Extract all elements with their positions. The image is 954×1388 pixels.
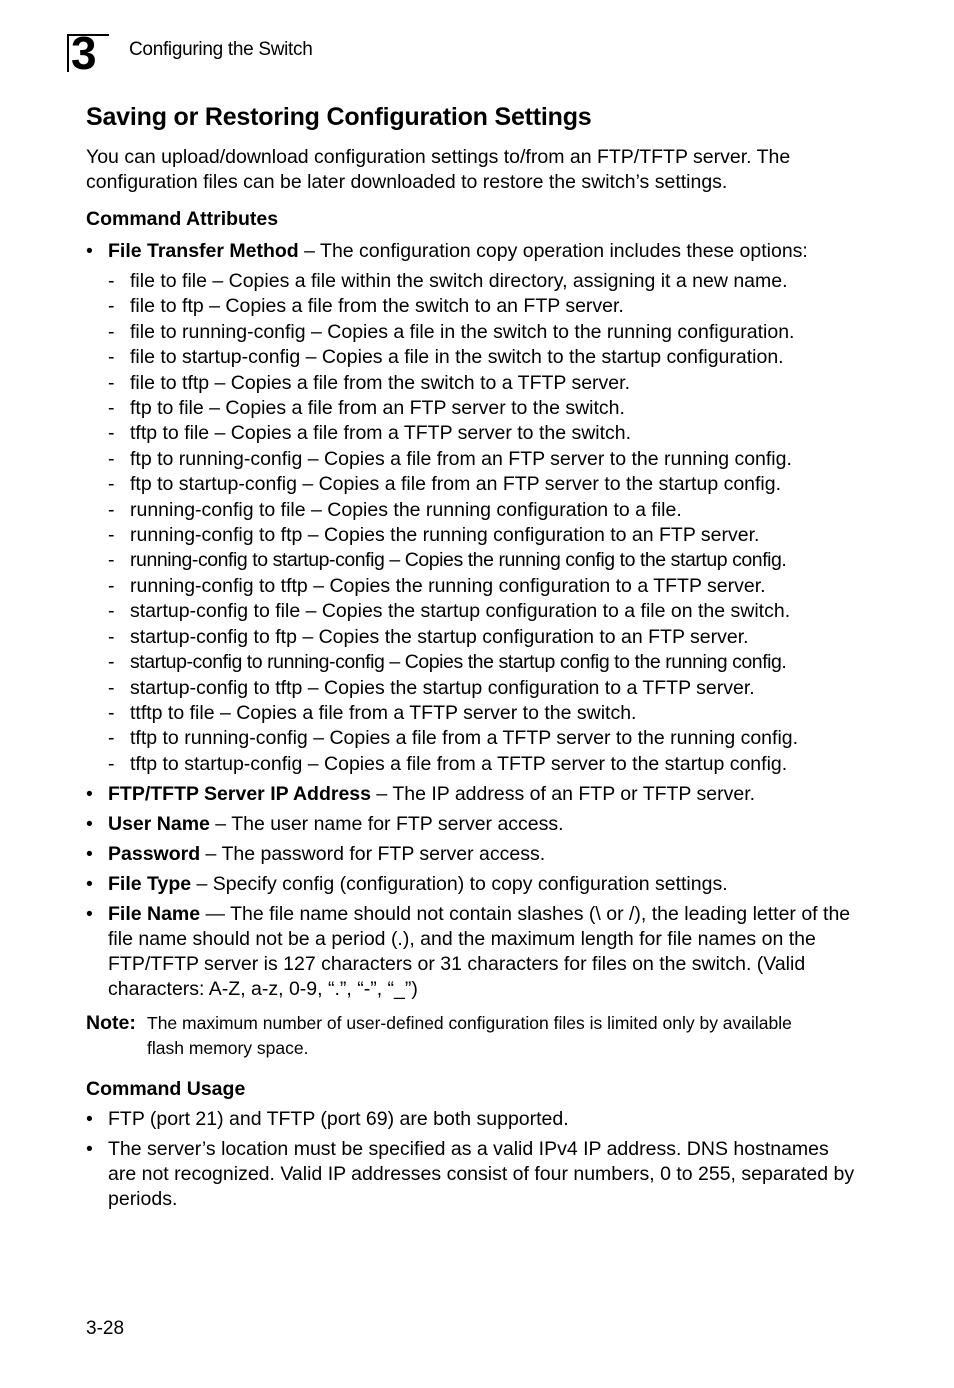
running-title: Configuring the Switch: [129, 39, 313, 60]
note-label: Note:: [86, 1012, 136, 1035]
option-item: - file to startup-config – Copies a file in the switch to the startup configuration.: [108, 345, 856, 370]
chapter-number: 3: [71, 27, 97, 79]
option-item: - file to tftp – Copies a file from the switch to a TFTP server.: [108, 371, 856, 396]
attr-desc: — The file name should not contain slashes (\ or /), the leading letter of the file name should not be a period (.), and the maximum length for file names on the FTP/TFTP server is 127 characters or 31 characters for files on the switch. (Valid characters: A-Z, a-z, 0-9, “.”, “-”, “_”): [108, 903, 851, 1001]
option-item: - tftp to startup-config – Copies a file from a TFTP server to the startup config.: [108, 752, 856, 777]
attr-term: User Name: [108, 813, 210, 836]
option-item: - file to ftp – Copies a file from the switch to an FTP server.: [108, 294, 856, 319]
page-number: 3-28: [86, 1318, 125, 1339]
option-item: - ftp to startup-config – Copies a file from an FTP server to the startup config.: [108, 472, 856, 497]
attr-desc: – Specify config (configuration) to copy configuration settings.: [191, 873, 728, 896]
attr-file-type: [86, 872, 856, 897]
page-content: [86, 100, 856, 1212]
attr-term: File Transfer Method: [108, 240, 299, 262]
command-attributes-heading: Command Attributes: [86, 208, 279, 230]
note-text: The maximum number of user-defined configuration files is limited only by available flash memory space.: [147, 1013, 792, 1059]
attr-password: [86, 842, 856, 867]
attr-term: File Type: [108, 873, 192, 896]
attr-term: FTP/TFTP Server IP Address: [108, 783, 371, 806]
option-item: - tftp to file – Copies a file from a TFTP server to the switch.: [108, 421, 856, 446]
attr-term: File Name: [108, 903, 201, 926]
attr-file-name: [86, 902, 856, 1002]
usage-item: • The server’s location must be specified as a valid IPv4 IP address. DNS hostnames are not recognized. Valid IP addresses consist of four numbers, 0 to 255, separated by periods.: [86, 1137, 856, 1212]
attr-desc: – The user name for FTP server access.: [209, 813, 564, 836]
intro-paragraph: You can upload/download configuration settings to/from an FTP/TFTP server. The configuration files can be later downloaded to restore the switch’s settings.: [86, 146, 791, 193]
usage-list: [86, 1107, 856, 1212]
usage-item: • FTP (port 21) and TFTP (port 69) are both supported.: [86, 1107, 856, 1132]
option-item: - startup-config to tftp – Copies the startup configuration to a TFTP server.: [108, 676, 856, 701]
option-item: - file to running-config – Copies a file in the switch to the running configuration.: [108, 320, 856, 345]
option-item: - startup-config to file – Copies the startup configuration to a file on the switch.: [108, 599, 856, 624]
attr-desc: – The IP address of an FTP or TFTP server.: [370, 783, 756, 806]
attr-server-ip: [86, 782, 856, 807]
option-item: - ftp to file – Copies a file from an FTP server to the switch.: [108, 396, 856, 421]
option-item: - file to file – Copies a file within the switch directory, assigning it a new name.: [108, 269, 856, 294]
attr-user-name: [86, 812, 856, 837]
option-item: - startup-config to ftp – Copies the startup configuration to an FTP server.: [108, 625, 856, 650]
option-item: - ttftp to file – Copies a file from a TFTP server to the switch.: [108, 701, 856, 726]
transfer-options-list: [108, 269, 856, 777]
option-item: - startup-config to running-config – Copies the startup config to the running config.: [108, 650, 856, 675]
attr-desc: – The configuration copy operation includes these options:: [298, 240, 808, 262]
option-item: - ftp to running-config – Copies a file from an FTP server to the running config.: [108, 447, 856, 472]
option-item: - running-config to ftp – Copies the running configuration to an FTP server.: [108, 523, 856, 548]
attr-term: Password: [108, 843, 201, 866]
option-item: - tftp to running-config – Copies a file from a TFTP server to the running config.: [108, 726, 856, 751]
option-item: - running-config to file – Copies the running configuration to a file.: [108, 498, 856, 523]
attr-file-transfer-method: [86, 239, 856, 777]
command-usage-heading: Command Usage: [86, 1078, 246, 1101]
chapter-badge: [67, 27, 109, 79]
section-title: Saving or Restoring Configuration Settings: [86, 103, 592, 131]
option-item: - running-config to startup-config – Copies the running config to the startup config.: [108, 548, 856, 573]
attributes-list: [86, 239, 856, 1002]
note-block: [86, 1011, 856, 1061]
option-item: - running-config to tftp – Copies the running configuration to a TFTP server.: [108, 574, 856, 599]
attr-desc: – The password for FTP server access.: [200, 843, 546, 866]
